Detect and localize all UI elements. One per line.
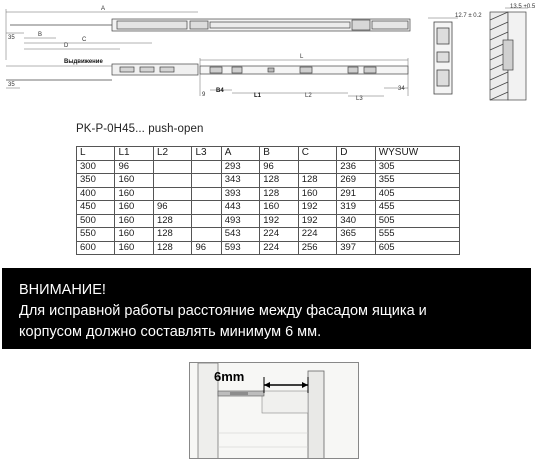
- table-cell: 96: [192, 241, 221, 255]
- table-row: [77, 160, 460, 174]
- table-cell: 160: [260, 201, 298, 215]
- header-cell: L2: [153, 147, 191, 161]
- dimension-lines-top: [6, 9, 198, 66]
- table-cell: [153, 174, 191, 188]
- table-cell: 128: [153, 228, 191, 242]
- warning-line-2: корпусом должно составлять минимум 6 мм.: [19, 324, 322, 340]
- dim-label-l2: L2: [305, 93, 312, 99]
- header-cell: A: [221, 147, 259, 161]
- dim-label-side-width: 12.7 ± 0.2: [455, 13, 482, 19]
- table-cell: 500: [77, 214, 115, 228]
- table-cell: 96: [260, 160, 298, 174]
- table-cell: 593: [221, 241, 259, 255]
- dim-label-d: D: [64, 43, 69, 49]
- table-body: [77, 160, 460, 255]
- header-cell: WYSUW: [375, 147, 459, 161]
- dim-label-35-top: 35: [8, 35, 15, 41]
- table-cell: 443: [221, 201, 259, 215]
- table-row: [77, 174, 460, 188]
- table-cell: [192, 187, 221, 201]
- table-cell: 355: [375, 174, 459, 188]
- table-cell: 128: [260, 174, 298, 188]
- spec-table: [76, 146, 460, 255]
- table-cell: 405: [375, 187, 459, 201]
- table-cell: 160: [115, 241, 153, 255]
- table-cell: 269: [337, 174, 375, 188]
- table-cell: [298, 160, 336, 174]
- table-cell: 224: [298, 228, 336, 242]
- header-cell: D: [337, 147, 375, 161]
- table-cell: 128: [260, 187, 298, 201]
- dim-label-b: B: [38, 32, 43, 38]
- table-row: [77, 241, 460, 255]
- table-cell: 340: [337, 214, 375, 228]
- dim-label-l3: L3: [356, 96, 363, 102]
- table-cell: 343: [221, 174, 259, 188]
- table-row: [77, 187, 460, 201]
- drawing-svg: [0, 0, 547, 112]
- gap-label: 6mm: [214, 369, 245, 384]
- table-cell: 400: [77, 187, 115, 201]
- extension-label: Выдвижение: [64, 59, 103, 65]
- dim-label-l: L: [300, 54, 304, 60]
- table-cell: 224: [260, 228, 298, 242]
- table-cell: 300: [77, 160, 115, 174]
- table-cell: 128: [298, 174, 336, 188]
- table-cell: [192, 201, 221, 215]
- mounted-view: [490, 8, 528, 100]
- table-cell: 600: [77, 241, 115, 255]
- table-cell: [153, 160, 191, 174]
- warning-title: ВНИМАНИЕ!: [19, 282, 106, 298]
- table-cell: 192: [298, 214, 336, 228]
- technical-drawing: [0, 0, 547, 112]
- table-cell: 160: [115, 187, 153, 201]
- header-cell: C: [298, 147, 336, 161]
- table-cell: 319: [337, 201, 375, 215]
- table-row: [77, 228, 460, 242]
- table-cell: 236: [337, 160, 375, 174]
- table-cell: 96: [115, 160, 153, 174]
- dim-label-35-bottom: 35: [8, 82, 15, 88]
- table-cell: 305: [375, 160, 459, 174]
- table-cell: 192: [260, 214, 298, 228]
- table-cell: 493: [221, 214, 259, 228]
- model-title: PK-P-0H45... push-open: [76, 123, 204, 135]
- header-cell: L3: [192, 147, 221, 161]
- table-cell: 397: [337, 241, 375, 255]
- table-header-row: [77, 147, 460, 161]
- dim-label-a: A: [101, 6, 106, 12]
- table-cell: 505: [375, 214, 459, 228]
- header-cell: B: [260, 147, 298, 161]
- table-cell: 293: [221, 160, 259, 174]
- table-cell: 393: [221, 187, 259, 201]
- table-cell: 160: [115, 201, 153, 215]
- table-cell: 550: [77, 228, 115, 242]
- table-cell: 96: [153, 201, 191, 215]
- table-cell: 192: [298, 201, 336, 215]
- dim-label-9: 9: [202, 92, 206, 98]
- table-cell: 350: [77, 174, 115, 188]
- slide-bottom-view: [6, 64, 408, 80]
- table-cell: 555: [375, 228, 459, 242]
- table-cell: 160: [115, 228, 153, 242]
- table-cell: [192, 228, 221, 242]
- table-cell: 450: [77, 201, 115, 215]
- table-cell: 256: [298, 241, 336, 255]
- table-cell: 543: [221, 228, 259, 242]
- warning-banner: [2, 268, 531, 349]
- table-cell: 365: [337, 228, 375, 242]
- table-cell: 160: [115, 214, 153, 228]
- header-cell: L1: [115, 147, 153, 161]
- table-cell: [192, 214, 221, 228]
- table-cell: [192, 174, 221, 188]
- table-row: [77, 201, 460, 215]
- table-cell: 455: [375, 201, 459, 215]
- cross-section-view: [428, 18, 458, 94]
- table-cell: 128: [153, 214, 191, 228]
- table-row: [77, 214, 460, 228]
- table-cell: 605: [375, 241, 459, 255]
- dim-label-mount-width: 13.5 +0.5: [510, 4, 536, 10]
- dim-label-b4: B4: [216, 88, 224, 94]
- table-cell: 224: [260, 241, 298, 255]
- dim-label-l1: L1: [254, 93, 262, 99]
- table-cell: [192, 160, 221, 174]
- table-cell: 128: [153, 241, 191, 255]
- table-cell: 160: [298, 187, 336, 201]
- table-cell: 160: [115, 174, 153, 188]
- dim-label-34: 34: [398, 86, 405, 92]
- slide-top-view: [10, 19, 410, 31]
- dim-label-c: C: [82, 37, 87, 43]
- header-cell: L: [77, 147, 115, 161]
- installation-photo: [189, 362, 359, 459]
- installation-illustration: [190, 363, 359, 459]
- table-cell: 291: [337, 187, 375, 201]
- warning-line-1: Для исправной работы расстояние между фасадом ящика и: [19, 303, 427, 319]
- table-cell: [153, 187, 191, 201]
